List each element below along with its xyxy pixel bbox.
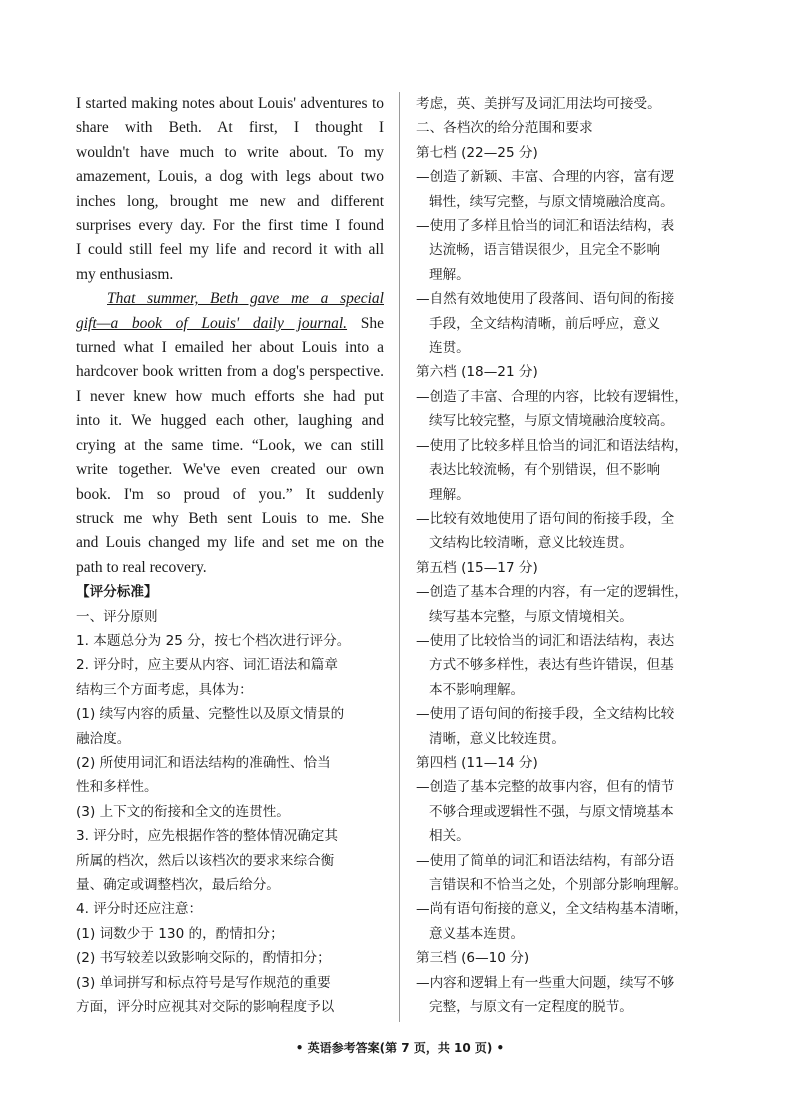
- story-line: turned what I emailed her about Louis into a: [76, 339, 384, 357]
- criteria-line: 所属的档次，然后以该档次的要求来综合衡: [76, 852, 335, 869]
- story-line: amazement, Louis, a dog with legs about two: [76, 168, 384, 186]
- story-line: I could still feel my life and record it with all: [76, 241, 384, 259]
- criteria-line: 完整，与原文有一定程度的脱节。: [429, 999, 633, 1016]
- story-line: struck me why Beth sent Louis to me. She: [76, 509, 384, 527]
- grade-level-heading: 第四档 (11—14 分): [416, 754, 538, 771]
- criteria-line: 清晰，意义比较连贯。: [429, 730, 565, 747]
- story-line: into it. We hugged each other, laughing and: [76, 412, 384, 430]
- criteria-line: —使用了语句间的衔接手段，全文结构比较: [416, 706, 675, 723]
- section-heading: 【评分标准】: [76, 584, 158, 601]
- grade-level-heading: 第五档 (15—17 分): [416, 559, 538, 576]
- criteria-line: 文结构比较清晰，意义比较连贯。: [429, 535, 633, 552]
- criteria-line: 不够合理或逻辑性不强，与原文情境基本: [429, 803, 674, 820]
- criteria-line: (1) 续写内容的质量、完整性以及原文情景的: [76, 706, 345, 723]
- criteria-line: (2) 所使用词汇和语法结构的准确性、恰当: [76, 754, 331, 771]
- story-line: crying at the same time. “Look, we can still: [76, 436, 384, 454]
- criteria-line: 4. 评分时还应注意：: [76, 901, 203, 918]
- story-line: I never knew how much efforts she had put: [76, 387, 384, 405]
- criteria-line: 性和多样性。: [76, 779, 158, 796]
- criteria-line: 续写比较完整，与原文情境融洽度较高。: [429, 413, 674, 430]
- underlined-sentence-part-1: That summer, Beth gave me a special: [107, 290, 384, 308]
- criteria-line: 一、评分原则: [76, 608, 158, 625]
- story-line: [76, 287, 384, 311]
- criteria-line: (3) 单词拼写和标点符号是写作规范的重要: [76, 974, 331, 991]
- grade-level-heading: 第六档 (18—21 分): [416, 364, 538, 381]
- criteria-line: 辑性，续写完整，与原文情境融洽度高。: [429, 193, 674, 210]
- criteria-line: 言错误和不恰当之处，个别部分影响理解。: [429, 877, 688, 893]
- criteria-line: —内容和逻辑上有一些重大问题，续写不够: [416, 974, 675, 991]
- criteria-line: 考虑，英、美拼写及词汇用法均可接受。: [416, 96, 661, 112]
- criteria-line: —尚有语句衔接的意义，全文结构基本清晰，: [416, 901, 688, 918]
- criteria-line: —使用了比较多样且恰当的词汇和语法结构，: [416, 437, 688, 454]
- story-line: surprises every day. For the first time I found: [76, 217, 384, 235]
- criteria-line: 续写基本完整，与原文情境相关。: [429, 608, 633, 625]
- criteria-line: —创造了新颖、丰富、合理的内容，富有逻: [416, 169, 675, 186]
- criteria-line: 2. 评分时，应主要从内容、词汇语法和篇章: [76, 657, 338, 674]
- page-footer: • 英语参考答案(第 7 页，共 10 页) •: [295, 1041, 505, 1055]
- criteria-line: 结构三个方面考虑，具体为：: [76, 681, 253, 698]
- story-line: share with Beth. At first, I thought I: [76, 119, 384, 137]
- criteria-line: 二、各档次的给分范围和要求: [416, 120, 593, 137]
- grade-level-heading: 第七档 (22—25 分): [416, 144, 538, 161]
- criteria-line: 相关。: [429, 828, 470, 845]
- criteria-line: —使用了多样且恰当的词汇和语法结构，表: [416, 218, 675, 235]
- criteria-line: 理解。: [429, 266, 470, 283]
- criteria-line: 连贯。: [429, 340, 470, 357]
- criteria-line: 量、确定或调整档次，最后给分。: [76, 877, 280, 893]
- criteria-line: 方面，评分时应视其对交际的影响程度予以: [76, 999, 335, 1016]
- criteria-line: 意义基本连贯。: [429, 925, 525, 942]
- criteria-line: —创造了基本合理的内容，有一定的逻辑性，: [416, 584, 688, 601]
- story-paragraph-2: [76, 287, 384, 580]
- underlined-sentence-part-2: gift—a book of Louis' daily journal.: [76, 314, 348, 332]
- criteria-line: —自然有效地使用了段落间、语句间的衔接: [416, 291, 675, 308]
- story-paragraph-1: [76, 92, 384, 287]
- criteria-line: —使用了简单的词汇和语法结构，有部分语: [416, 852, 675, 869]
- criteria-line: 3. 评分时，应先根据作答的整体情况确定其: [76, 828, 338, 845]
- column-divider: [399, 92, 400, 1022]
- criteria-line: (1) 词数少于 130 的，酌情扣分；: [76, 925, 284, 942]
- story-line: [76, 312, 384, 336]
- criteria-line: (2) 书写较差以致影响交际的，酌情扣分；: [76, 950, 331, 967]
- criteria-line: —使用了比较恰当的词汇和语法结构，表达: [416, 632, 675, 649]
- story-line: hardcover book written from a dog's perspective.: [76, 363, 384, 381]
- criteria-line: 本不影响理解。: [429, 681, 525, 698]
- grade-level-heading: 第三档 (6—10 分): [416, 950, 530, 967]
- story-line: wouldn't have much to write about. To my: [76, 143, 384, 161]
- criteria-line: (3) 上下文的衔接和全文的连贯性。: [76, 803, 290, 820]
- story-line: book. I'm so proud of you.” It suddenly: [76, 485, 384, 503]
- story-line: write together. We've even created our own: [76, 461, 384, 479]
- story-line: my enthusiasm.: [76, 265, 174, 283]
- story-line: and Louis changed my life and set me on the: [76, 534, 384, 552]
- criteria-line: 理解。: [429, 486, 470, 503]
- scoring-criteria: [76, 580, 384, 1019]
- criteria-line: —比较有效地使用了语句间的衔接手段，全: [416, 510, 675, 527]
- left-column: [76, 92, 384, 1019]
- criteria-line: 融洽度。: [76, 730, 131, 747]
- story-line: inches long, brought me new and different: [76, 192, 384, 210]
- criteria-line: 手段，全文结构清晰，前后呼应，意义: [429, 315, 661, 332]
- criteria-line: 表达比较流畅，有个别错误，但不影响: [429, 462, 661, 479]
- right-column: [416, 92, 726, 1019]
- story-text: She: [347, 314, 384, 332]
- criteria-line: —创造了丰富、合理的内容，比较有逻辑性，: [416, 388, 688, 405]
- criteria-line: 达流畅，语言错误很少，且完全不影响: [429, 242, 661, 259]
- story-line: path to real recovery.: [76, 558, 207, 576]
- criteria-line: 1. 本题总分为 25 分，按七个档次进行评分。: [76, 632, 351, 649]
- story-line: I started making notes about Louis' adventures to: [76, 95, 384, 112]
- criteria-line: 方式不够多样性，表达有些许错误，但基: [429, 657, 674, 674]
- criteria-line: —创造了基本完整的故事内容，但有的情节: [416, 779, 675, 796]
